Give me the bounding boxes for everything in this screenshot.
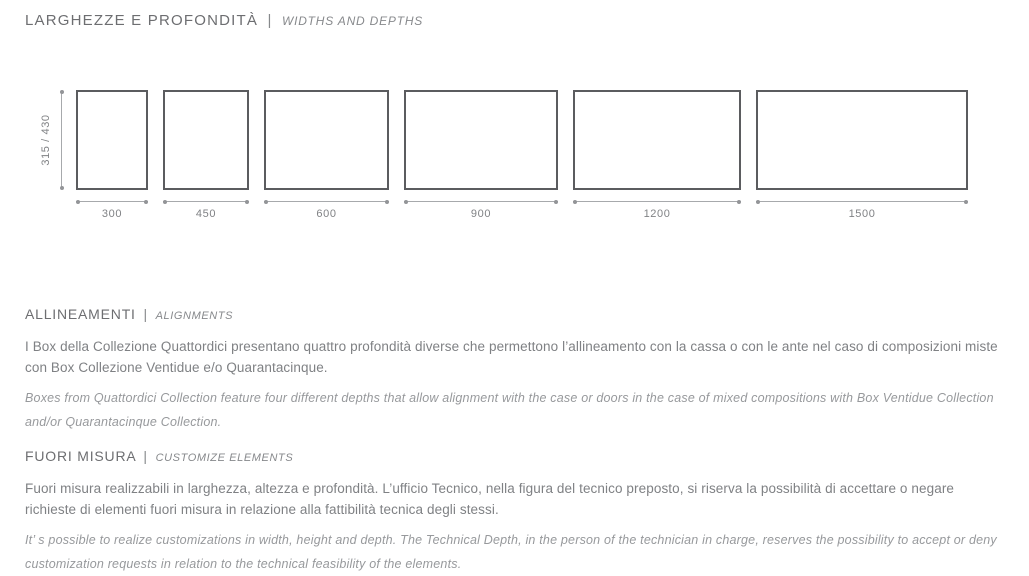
width-dimension-label: 450 [195,208,217,220]
section-body-english: It’ s possible to realize customizations in width, height and depth. The Technical Depth, in the person of the technician in charge, reserves the possibility to accept or deny customization requests in relation to the technical feasibility of the elements. [25,533,997,571]
box-rectangle [264,90,389,190]
section-heading-separator: | [143,306,148,322]
page-title-english: WIDTHS AND DEPTHS [281,14,424,28]
box-rectangle [76,90,148,190]
width-box [264,90,389,220]
width-box [76,90,148,220]
box-rectangle [573,90,741,190]
page-title-separator: | [267,12,273,29]
width-dimension-label: 900 [470,208,492,220]
section-heading-italian: ALLINEAMENTI [25,306,136,322]
width-dimension-line [264,201,389,202]
width-dimension-label: 300 [101,208,123,220]
width-dimension-line [163,201,249,202]
width-dimension-line [573,201,741,202]
section-heading-separator: | [143,448,148,464]
width-dimension-line [76,201,148,202]
text-section [25,448,1004,576]
section-body-italian: Fuori misura realizzabili in larghezza, altezza e profondità. L’ufficio Tecnico, nella figura del tecnico preposto, si riserva la possibilità di accettare o negare richieste di elementi fuori misura in relazione alla fattibilità tecnica degli stessi. [25,481,955,517]
box-rectangle [756,90,968,190]
height-dimension [25,90,62,190]
section-body-italian: I Box della Collezione Quattordici presentano quattro profondità diverse che permettono l’allineamento con la cassa o con le ante nel caso di composizioni miste con Box Collezione Ventidue e/o Quarantacinque. [25,339,998,375]
width-boxes-row [76,90,968,220]
width-box [404,90,558,220]
width-dimension-line [756,201,968,202]
width-dimension-label: 600 [316,208,337,220]
section-heading-english: ALIGNMENTS [155,310,234,322]
box-rectangle [163,90,249,190]
width-box [163,90,249,220]
section-heading [25,448,1004,466]
height-dimension-line [61,92,62,188]
section-heading [25,306,1004,324]
page-header [0,0,1029,30]
section-heading-english: CUSTOMIZE ELEMENTS [155,452,294,464]
page-title [25,12,1004,30]
width-box [756,90,968,220]
text-sections [0,306,1029,576]
section-heading-italian: FUORI MISURA [25,448,136,464]
height-dimension-label: 315 / 430 [40,114,52,166]
text-section [25,306,1004,434]
width-dimension-line [404,201,558,202]
width-dimension-label: 1200 [643,208,671,220]
box-rectangle [404,90,558,190]
section-body-english: Boxes from Quattordici Collection feature four different depths that allow alignment with the case or doors in the case of mixed compositions with Box Ventidue Collection and/or Quarantacinque Collection. [25,391,994,429]
width-box [573,90,741,220]
page-title-italian: LARGHEZZE E PROFONDITÀ [25,12,259,29]
width-dimension-label: 1500 [848,208,876,220]
widths-depths-diagram [0,90,1029,220]
